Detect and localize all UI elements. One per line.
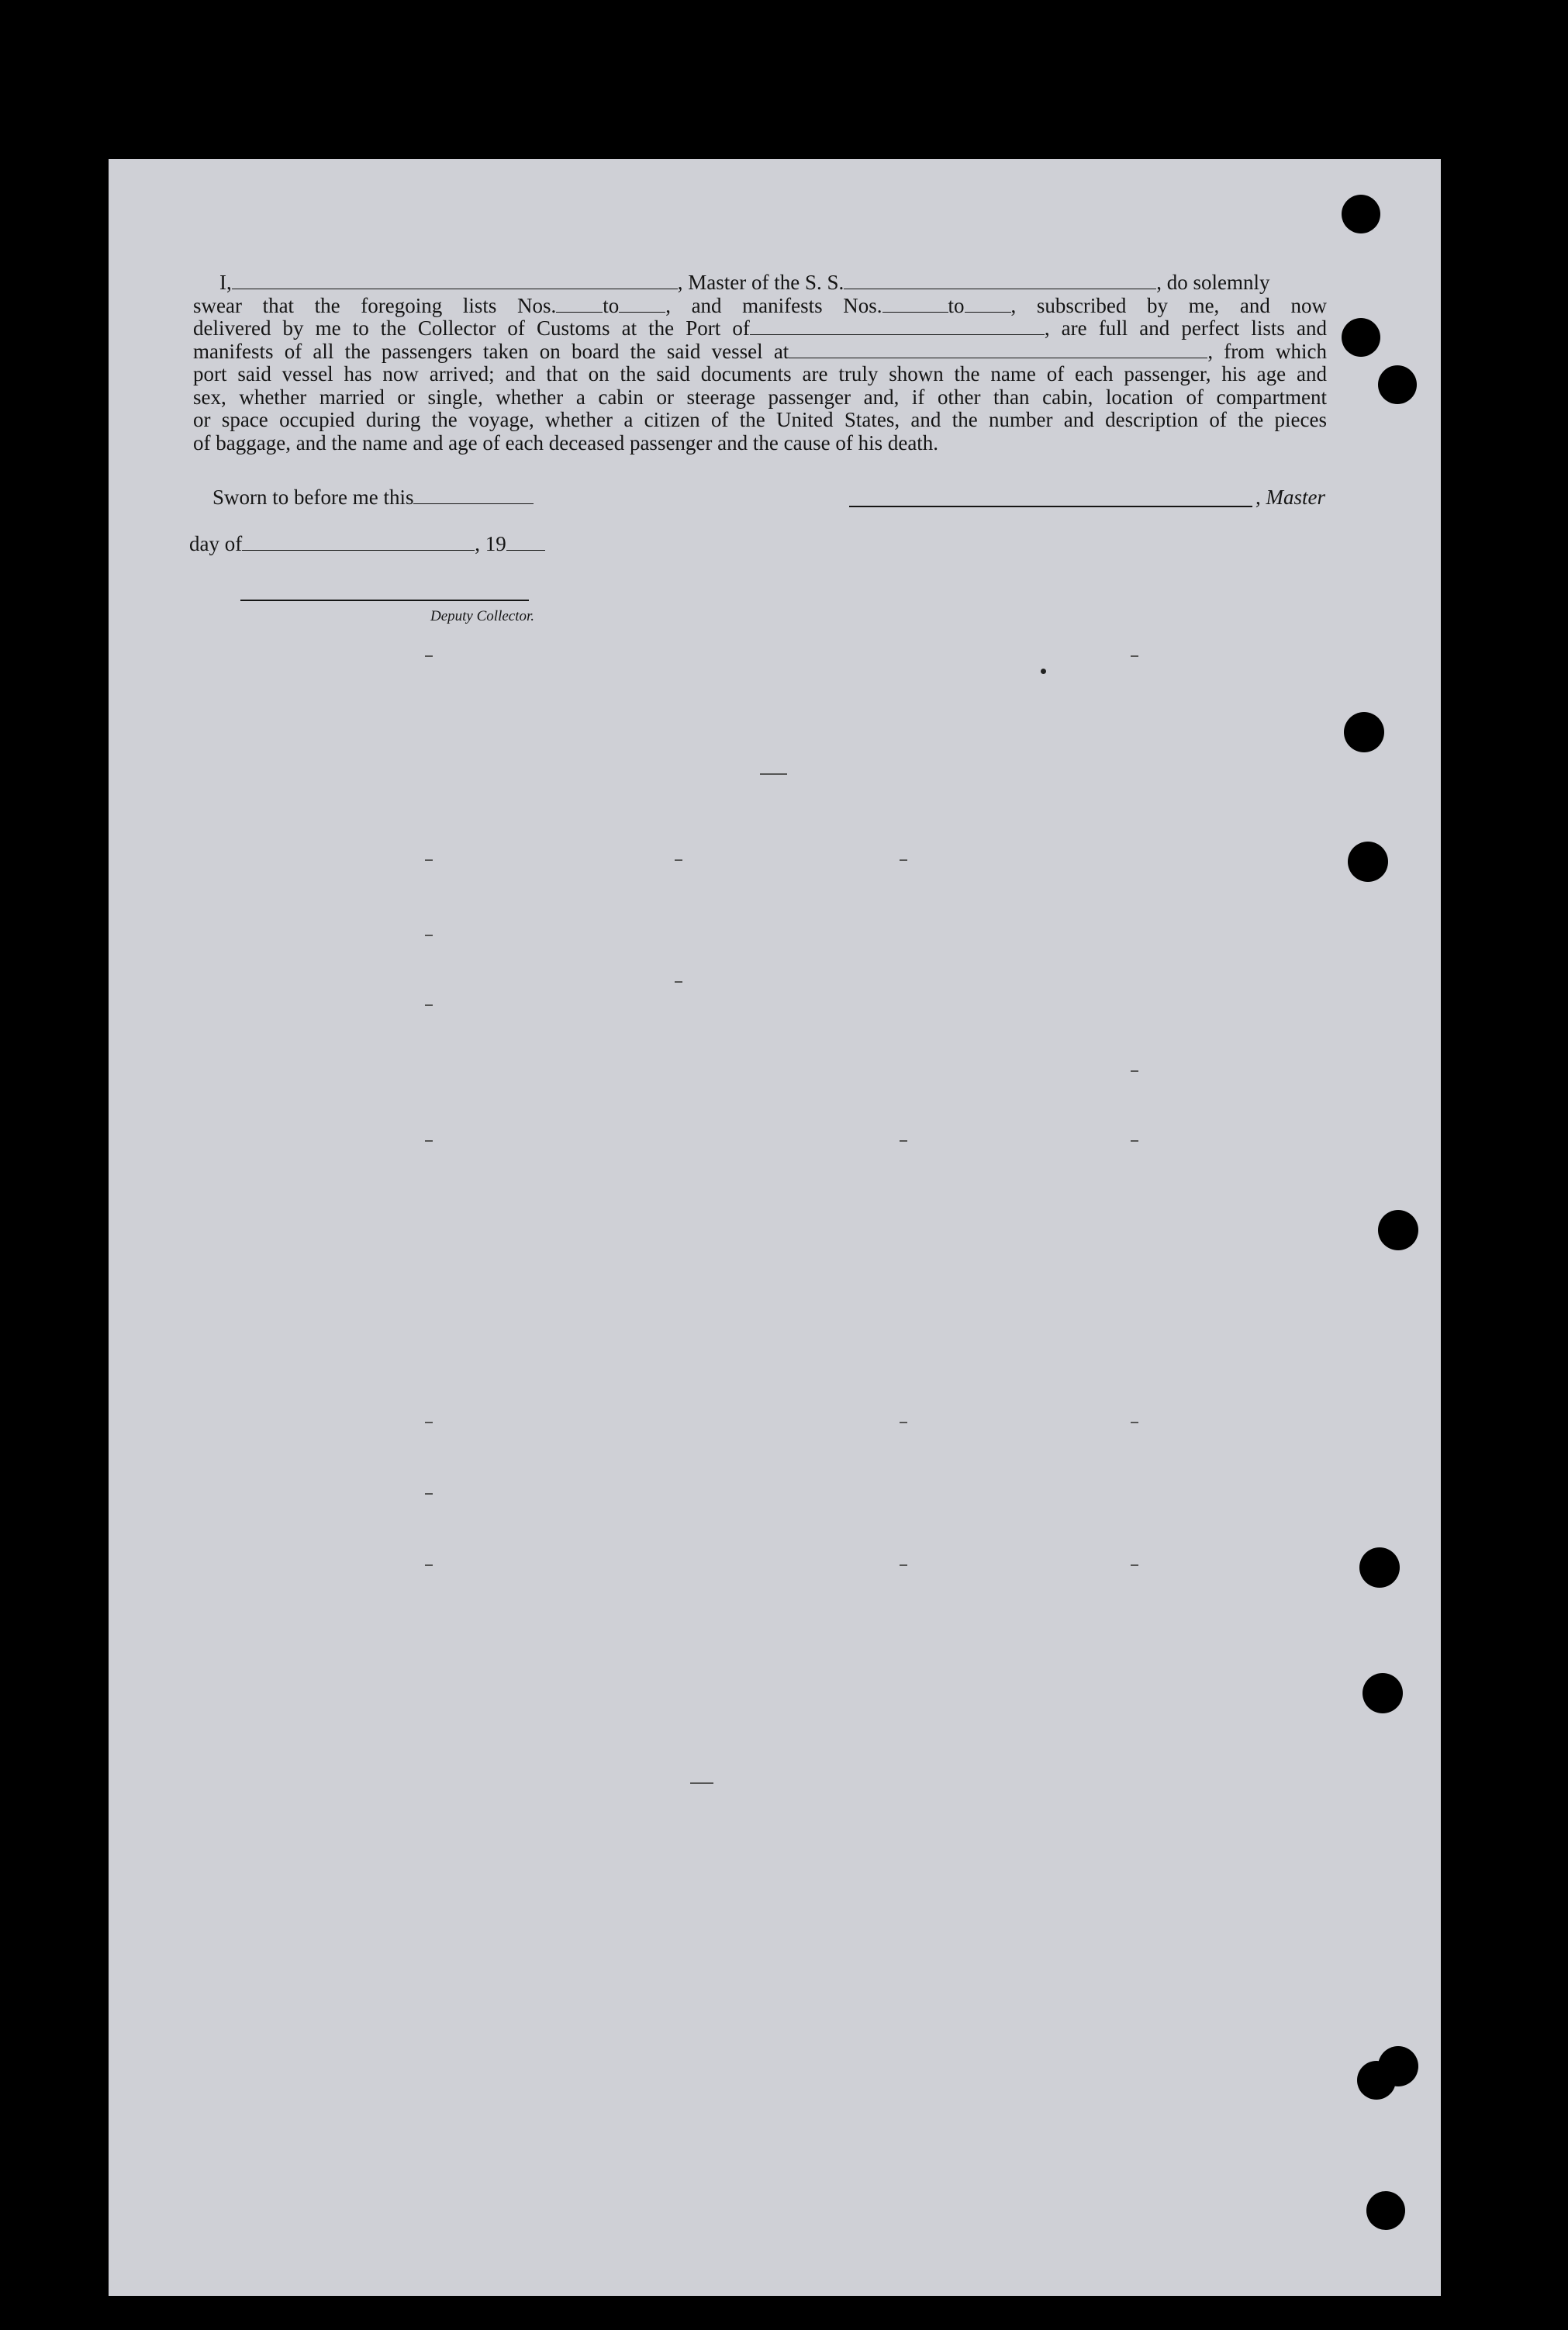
punch-hole (1342, 195, 1380, 233)
punch-hole (1359, 1547, 1400, 1588)
master-signature-line (849, 506, 1252, 507)
blank-departure-port (789, 341, 1207, 358)
oath-text: sex, whether married or single, whether a cabin or steerage passenger and, if other than cabin, location of compartment (193, 385, 1327, 409)
stray-mark (425, 655, 433, 657)
stray-mark (425, 1422, 433, 1423)
blank-manifest-to (965, 295, 1011, 313)
oath-text: , subscribed by me, and now (1010, 293, 1327, 317)
oath-line-2 (193, 295, 1327, 318)
blank-manifest-from (882, 295, 948, 313)
oath-text: of baggage, and the name and age of each deceased passenger and the cause of his death. (193, 430, 939, 455)
oath-line-7 (193, 409, 1327, 432)
oath-text: I, (219, 271, 232, 294)
oath-line-5 (193, 363, 1327, 386)
blank-list-from (556, 295, 603, 313)
oath-line-4 (193, 341, 1327, 364)
stray-mark (425, 1004, 433, 1006)
blank-year (506, 533, 545, 551)
day-of-line (189, 533, 545, 556)
punch-hole (1378, 1210, 1418, 1250)
year-text: , 19 (475, 532, 506, 555)
stray-mark (1131, 1564, 1138, 1566)
oath-text: swear that the foregoing lists Nos. (193, 293, 557, 317)
oath-text: delivered by me to the Collector of Customs at the Port of (193, 316, 750, 340)
punch-hole (1342, 318, 1380, 357)
punch-hole (1363, 1673, 1403, 1713)
oath-text: port said vessel has now arrived; and that on the said documents are truly shown the name of each passenger, his age and (193, 362, 1327, 385)
punch-hole (1357, 2061, 1396, 2100)
oath-text: or space occupied during the voyage, whether a citizen of the United States, and the number and description of the pieces (193, 408, 1327, 431)
oath-text: to (948, 293, 965, 317)
stray-mark (1131, 1070, 1138, 1072)
stray-mark (900, 1422, 907, 1423)
oath-line-8 (193, 432, 1327, 455)
blank-list-to (619, 295, 665, 313)
blank-month (242, 533, 475, 551)
stray-mark (425, 935, 433, 936)
stray-mark (1131, 1140, 1138, 1142)
stray-mark (900, 1140, 907, 1142)
blank-sworn-day (413, 486, 534, 504)
deputy-collector-label: Deputy Collector. (430, 608, 535, 624)
oath-line-6 (193, 386, 1327, 410)
stray-mark (675, 981, 682, 983)
stray-mark (425, 1564, 433, 1566)
punch-hole (1348, 842, 1388, 882)
oath-text: , from which (1207, 339, 1327, 363)
deputy-signature-line (240, 600, 529, 601)
sworn-line (212, 486, 534, 510)
sworn-text: Sworn to before me this (212, 486, 414, 509)
punch-hole (1378, 365, 1417, 404)
stray-mark (760, 773, 787, 775)
stray-mark (1131, 655, 1138, 657)
oath-text: manifests of all the passengers taken on board the said vessel at (193, 339, 789, 363)
stray-mark (690, 1782, 713, 1784)
stray-mark (1131, 1422, 1138, 1423)
blank-ship-name (844, 271, 1156, 289)
oath-text: , are full and perfect lists and (1044, 316, 1327, 340)
stray-mark (900, 859, 907, 861)
master-label: , Master (1255, 486, 1325, 509)
stray-mark (675, 859, 682, 861)
stray-mark (425, 1140, 433, 1142)
oath-text: to (603, 293, 620, 317)
punch-hole (1344, 712, 1384, 752)
stray-mark (900, 1564, 907, 1566)
stray-mark (425, 859, 433, 861)
ink-speck (1041, 669, 1046, 674)
stray-mark (425, 1493, 433, 1495)
punch-hole (1366, 2191, 1405, 2230)
blank-port (750, 317, 1045, 335)
oath-text: , and manifests Nos. (665, 293, 882, 317)
day-of-text: day of (189, 532, 243, 555)
blank-master-name (232, 271, 678, 289)
oath-text: , Master of the S. S. (677, 271, 844, 294)
oath-text: , do solemnly (1156, 271, 1270, 294)
oath-line-3 (193, 317, 1327, 341)
form-page (109, 159, 1441, 2296)
oath-line-1 (219, 271, 1327, 295)
